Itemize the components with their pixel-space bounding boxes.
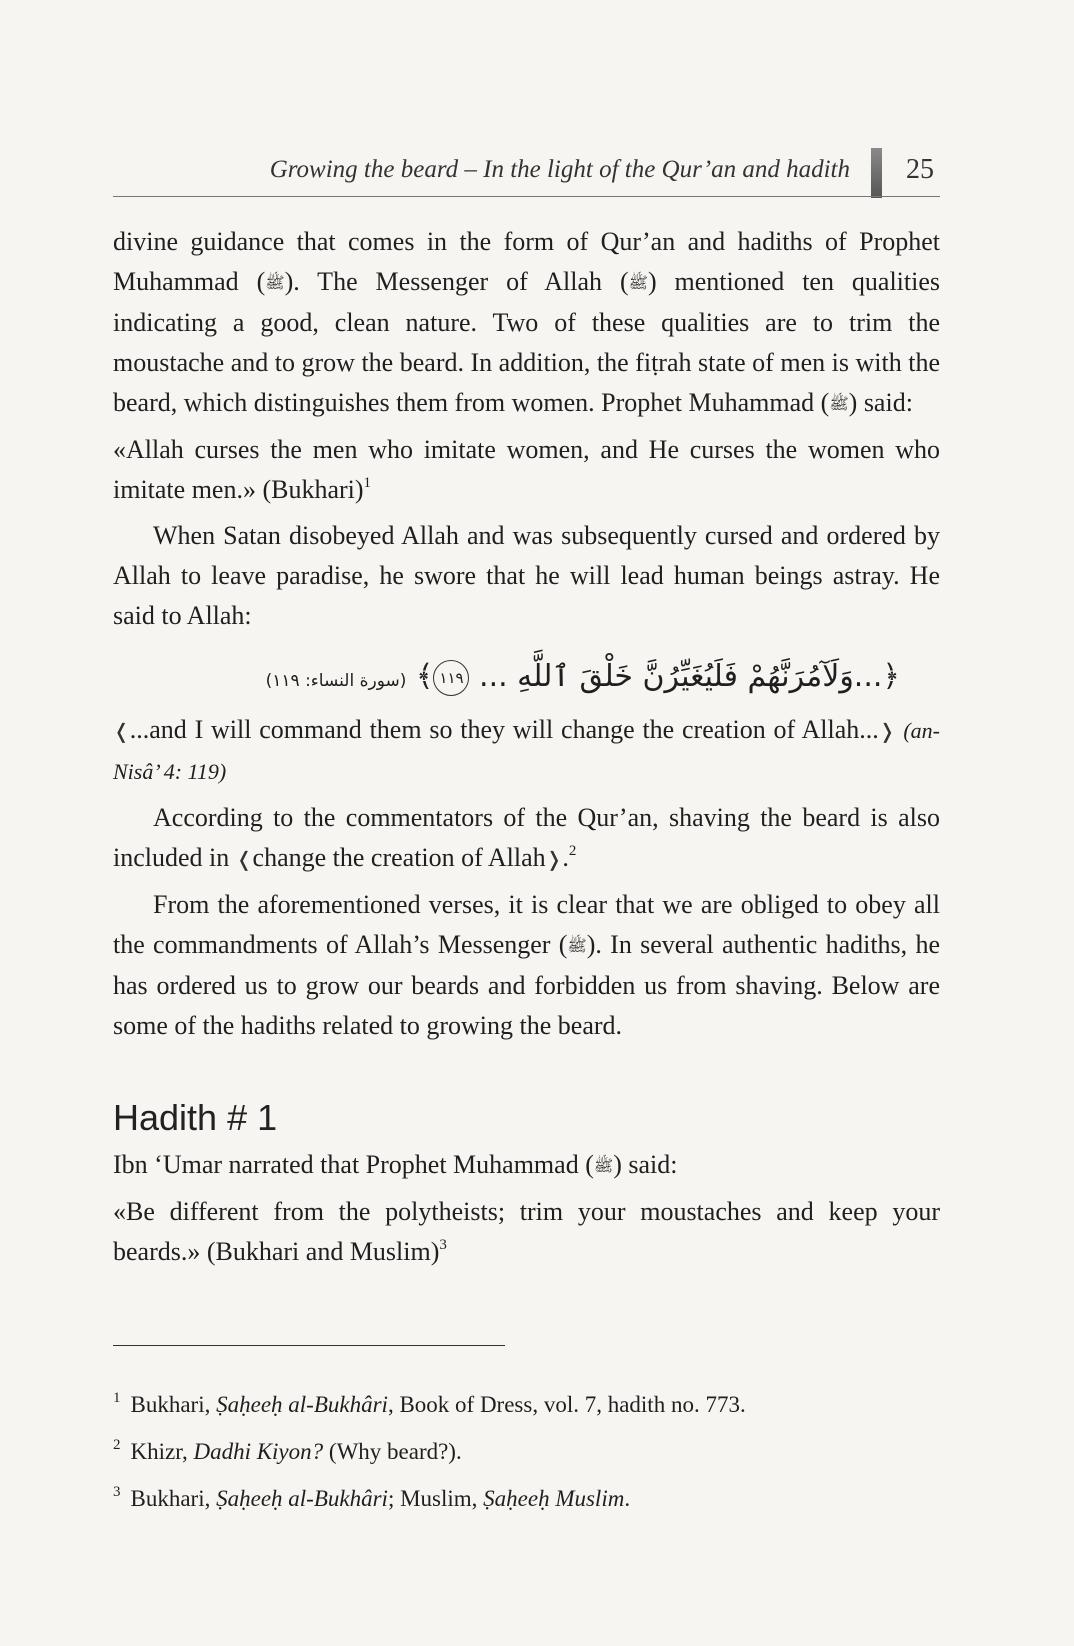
para1-text-a: divine guidance that comes in the form of Qur’an and hadiths of Prophet Muhammad ( [113, 227, 940, 296]
footnote-title: Dadhi Kiyon? [193, 1439, 324, 1464]
para3-text-a: According to the commentators of the Qur’an, shaving the beard is also included in [113, 803, 940, 872]
hadith-1-intro [113, 1145, 940, 1186]
close-bracket-icon: ❭ [545, 847, 563, 871]
arabic-verse [113, 644, 940, 710]
footnote-title: Ṣaḥeeḥ Muslim [483, 1486, 625, 1511]
hadith-1-heading: Hadith # 1 [113, 1097, 278, 1138]
paragraph-3 [113, 798, 940, 879]
body-text [113, 222, 940, 1046]
page-number: 25 [906, 154, 934, 185]
footnote-title: Ṣaḥeeḥ al-Bukhâri [216, 1392, 388, 1417]
para4-text-b: ). In several authentic hadiths, he has ordered us to grow our beards and forbidden us from shaving. Below are some of the hadiths related to growing the beard. [113, 930, 940, 1040]
hadith-quote-1 [113, 430, 940, 510]
hadith1-intro-b: ) said: [613, 1150, 678, 1179]
salah-symbol: ﷺ [628, 273, 648, 292]
verse-reference: (an-Nisâ’ 4: 119) [113, 718, 941, 784]
paragraph-2: When Satan disobeyed Allah and was subsequently cursed and ordered by Allah to leave paradise, he swore that he will lead human beings astray. He said to Allah: [113, 521, 940, 630]
para1-text-d: ) said: [848, 388, 913, 417]
footnote-1 [113, 1378, 940, 1425]
footnote-text: Bukhari, [130, 1486, 217, 1511]
arabic-verse-text: ﴿...وَلَآمُرَنَّهُمْ فَلَيُغَيِّرُنَّ خَلْقَ ٱللَّهِ ... [479, 659, 900, 694]
para4-text-a: From the aforementioned verses, it is clear that we are obliged to obey all the commandments of Allah’s Messenger ( [113, 890, 940, 959]
paragraph-1 [113, 222, 940, 424]
footnote-title: Ṣaḥeeḥ al-Bukhâri [216, 1486, 388, 1511]
salah-symbol: ﷺ [265, 273, 285, 292]
translation-text: ...and I will command them so they will change the creation of Allah... [129, 715, 879, 744]
footnote-text: Khizr, [130, 1439, 194, 1464]
paragraph-4 [113, 885, 940, 1046]
footnote-text: . [624, 1486, 631, 1511]
footnote-text: , Book of Dress, vol. 7, hadith no. 773. [387, 1392, 746, 1417]
para1-text-c: ) mentioned ten qualities indicating a good, clean nature. Two of these qualities are to trim the moustache and to grow the beard. In addition, the fiṭrah state of men is with the beard, which distinguishes them from women. Prophet Muhammad ( [113, 267, 940, 417]
salah-symbol: ﷺ [567, 936, 587, 955]
verse-number-medallion: ١١٩ [433, 660, 469, 696]
footnote-text: (Why beard?). [323, 1439, 462, 1464]
salah-symbol: ﷺ [593, 1156, 614, 1175]
footnote-ref-1: 1 [363, 475, 372, 491]
footnote-number: 1 [113, 1390, 121, 1406]
running-header [113, 148, 940, 198]
footnote-rule [113, 1345, 505, 1346]
arabic-surah-reference: (سورة النساء: ١١٩) [265, 671, 407, 691]
footnote-text: Bukhari, [130, 1392, 217, 1417]
hadith-1-section [113, 1145, 940, 1272]
open-bracket-icon: ❬ [113, 719, 130, 743]
footnote-2 [113, 1425, 940, 1472]
hadith1-quote-text: «Be different from the polytheists; trim your moustaches and keep your beards.» (Bukhari and Muslim) [113, 1197, 940, 1266]
hadith-1-quote [113, 1192, 940, 1272]
footnote-3 [113, 1472, 940, 1519]
para3-end: . [562, 843, 569, 872]
footnote-ref-3: 3 [439, 1237, 447, 1253]
footnote-number: 3 [113, 1484, 121, 1500]
header-title: Growing the beard – In the light of the Qur’an and hadith [269, 156, 850, 183]
para3-quoted: change the creation of Allah [252, 843, 546, 872]
hadith1-intro-a: Ibn ‘Umar narrated that Prophet Muhammad ( [113, 1150, 594, 1179]
header-bar [871, 148, 882, 198]
footnote-text: ; Muslim, [387, 1486, 484, 1511]
footnote-ref-2: 2 [568, 843, 577, 859]
para1-text-b: ). The Messenger of Allah ( [284, 267, 629, 296]
open-bracket-icon: ❬ [235, 847, 253, 871]
header-rule [113, 196, 940, 197]
close-bracket-icon: ❭ [878, 719, 896, 743]
salah-symbol: ﷺ [829, 394, 849, 413]
footnotes [113, 1378, 940, 1519]
verse-translation [113, 710, 940, 792]
footnote-number: 2 [113, 1437, 121, 1453]
arabic-close-bracket: ﴾ [415, 659, 434, 694]
quote1-text: «Allah curses the men who imitate women, and He curses the women who imitate men.» (Bukhari) [113, 435, 940, 504]
